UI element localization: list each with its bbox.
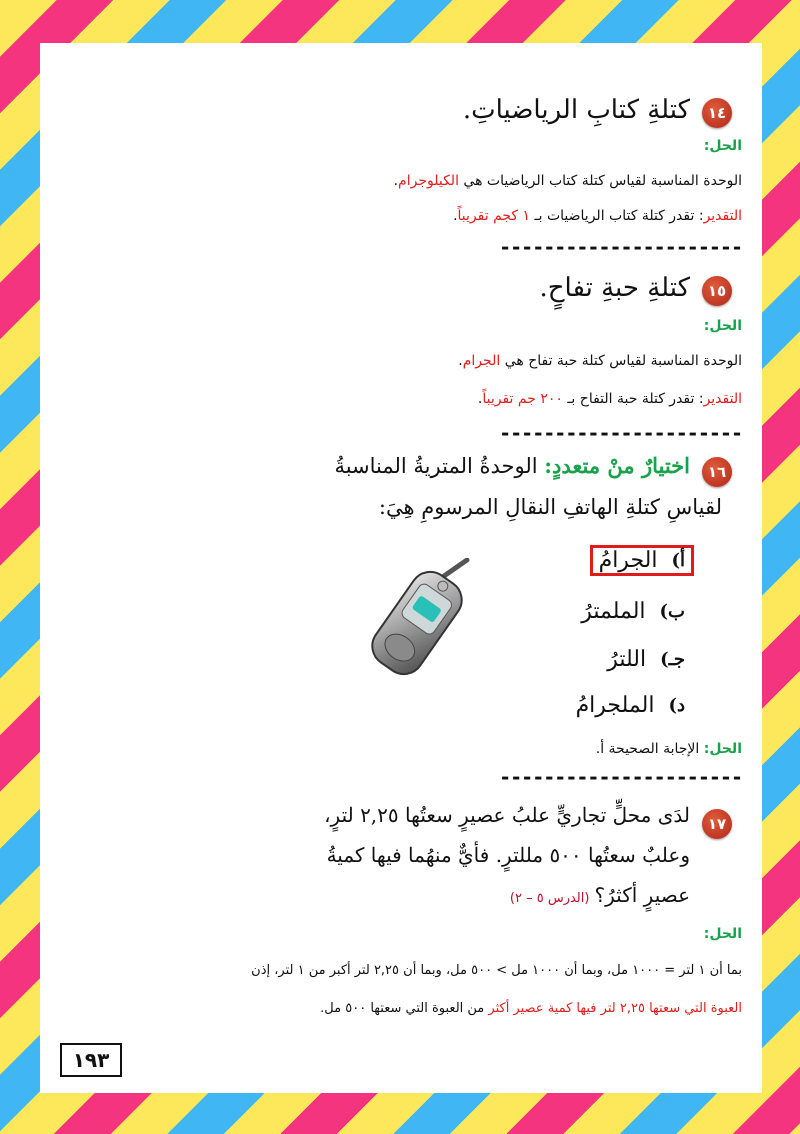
solution-highlight: العبوة التي سعتها ٢,٢٥ لتر فيها كمية عصير أكثر: [488, 1001, 742, 1016]
question-title: كتلةِ حبةِ تفاحٍ.: [539, 273, 690, 303]
separator: ----------------------: [499, 235, 742, 259]
question-number: ١٤: [707, 104, 727, 122]
solution-label: الحل:: [703, 741, 742, 757]
estimate-line: التقدير: تقدر كتلة حبة التفاح بـ ٢٠٠ جم تقريباً.: [477, 391, 742, 407]
question-number: ١٧: [707, 815, 727, 833]
option-a: [590, 545, 694, 576]
page: [40, 43, 762, 1093]
question-heading: اختيارٌ منْ متعددٍ:: [544, 453, 690, 478]
page-number: ١٩٣: [60, 1043, 122, 1077]
question-line-2: وعلبٌ سعتُها ٥٠٠ مللترٍ. فأيٌّ منهُما فيها كميةُ: [326, 843, 690, 867]
estimate-answer: ٢٠٠ جم تقريباً: [482, 391, 563, 407]
unit-line: الوحدة المناسبة لقياس كتلة كتاب الرياضيات هي الكيلوجرام.: [393, 173, 742, 189]
question-title-line2: لقياسِ كتلةِ الهاتفِ النقالِ المرسومِ هِيَ:: [378, 495, 722, 519]
unit-line: الوحدة المناسبة لقياس كتلة حبة تفاح هي الجرام.: [458, 353, 742, 369]
estimate-answer: ١ كجم تقريباً: [457, 208, 531, 224]
question-number-badge: [702, 457, 732, 487]
question-title-rest: الوحدةُ المتريةُ المناسبةُ: [334, 454, 538, 478]
option-c: [607, 647, 685, 672]
option-text: اللترُ: [607, 647, 647, 672]
option-text: الجرامُ: [598, 548, 658, 573]
unit-answer: الكيلوجرام: [398, 173, 459, 189]
option-letter: جـ): [660, 649, 685, 670]
option-text: الملمترُ: [581, 599, 646, 624]
separator: ----------------------: [499, 765, 742, 789]
estimate-label: التقدير: [703, 208, 742, 224]
solution-label: الحل:: [703, 318, 742, 334]
option-letter: ب): [659, 601, 685, 622]
question-line-1: لدَى محلٍّ تجاريٍّ علبُ عصيرٍ سعتُها ٢,٢٥ لترٍ،: [324, 803, 690, 827]
solution-line-2-rest: من العبوة التي سعتها ٥٠٠ مل.: [320, 1001, 485, 1016]
option-d: [576, 693, 685, 718]
solution-text: الإجابة الصحيحة أ.: [595, 741, 700, 757]
question-number-badge: [702, 276, 732, 306]
solution-line: [596, 741, 742, 757]
unit-line-text: الوحدة المناسبة لقياس كتلة كتاب الرياضيات هي: [463, 173, 742, 189]
question-title: كتلةِ كتابِ الرياضياتِ.: [462, 95, 690, 125]
option-text: الملجرامُ: [575, 693, 655, 718]
solution-line-2: [320, 1001, 742, 1016]
unit-answer: الجرام: [462, 353, 501, 369]
question-number-badge: [702, 98, 732, 128]
separator: ----------------------: [499, 421, 742, 445]
question-number-badge: [702, 809, 732, 839]
estimate-label: التقدير: [703, 391, 742, 407]
solution-line-1: بما أن ١ لتر = ١٠٠٠ مل، وبما أن ١٠٠٠ مل > ٥٠٠ مل، وبما أن ٢,٢٥ لتر أكبر من ١ لتر، إذن: [251, 963, 742, 978]
estimate-text: : تقدر كتلة كتاب الرياضيات بـ: [534, 208, 704, 224]
question-title: [334, 453, 690, 478]
question-line-3: [510, 883, 690, 907]
solution-label: الحل:: [703, 138, 742, 154]
question-number: ١٥: [707, 282, 727, 300]
option-letter: أ): [671, 550, 685, 571]
estimate-text: : تقدر كتلة حبة التفاح بـ: [567, 391, 704, 407]
correct-answer-box: [590, 545, 694, 576]
lesson-reference: (الدرس ٥ – ٢): [509, 891, 590, 906]
question-number: ١٦: [707, 463, 727, 481]
estimate-line: التقدير: تقدر كتلة كتاب الرياضيات بـ ١ كجم تقريباً.: [453, 208, 742, 224]
option-letter: د): [668, 695, 685, 716]
unit-line-text: الوحدة المناسبة لقياس كتلة حبة تفاح هي: [504, 353, 742, 369]
mobile-phone-image: [352, 558, 482, 688]
option-b: [581, 599, 685, 624]
question-line-3-text: عصيرٍ أكثرُ؟: [594, 883, 690, 907]
solution-label: الحل:: [703, 926, 742, 942]
